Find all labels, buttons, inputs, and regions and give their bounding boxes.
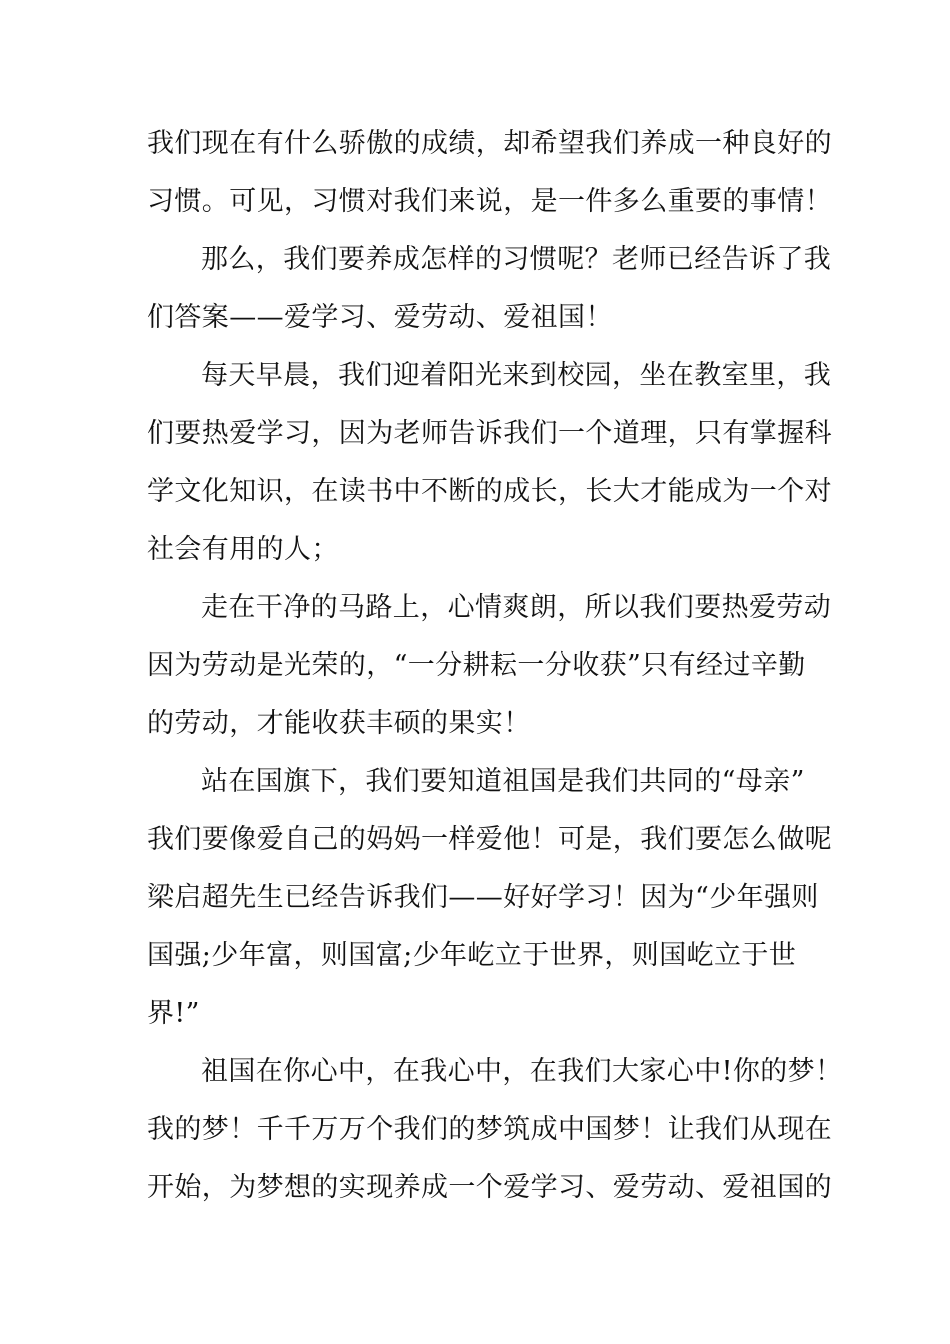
paragraph-start-line: 站在国旗下，我们要知道祖国是我们共同的“母亲”: [201, 766, 805, 797]
text-line: 社会有用的人；: [147, 534, 339, 565]
text-line: 我们要像爱自己的妈妈一样爱他！可是，我们要怎么做呢: [147, 824, 832, 855]
paragraph-start-line: 每天早晨，我们迎着阳光来到校园，坐在教室里，我: [201, 360, 832, 391]
text-line: 梁启超先生已经告诉我们——好好学习！因为“少年强则: [147, 882, 819, 913]
text-line: 国强;少年富，则国富;少年屹立于世界，则国屹立于世: [147, 940, 797, 971]
text-line: 学文化知识，在读书中不断的成长，长大才能成为一个对: [147, 476, 832, 507]
text-line: 的劳动，才能收获丰硕的果实！: [147, 708, 531, 739]
text-line: 习惯。可见，习惯对我们来说，是一件多么重要的事情！: [147, 186, 832, 217]
text-line: 开始，为梦想的实现养成一个爱学习、爱劳动、爱祖国的: [147, 1172, 832, 1203]
document-body: [147, 115, 843, 1217]
paragraph-start-line: 那么，我们要养成怎样的习惯呢？老师已经告诉了我: [201, 244, 832, 275]
text-line: 我的梦！千千万万个我们的梦筑成中国梦！让我们从现在: [147, 1114, 832, 1145]
text-line: 因为劳动是光荣的，“一分耕耘一分收获”只有经过辛勤: [147, 650, 806, 681]
text-line: 我们现在有什么骄傲的成绩，却希望我们养成一种良好的: [147, 128, 832, 159]
text-line: 界!”: [147, 998, 200, 1029]
text-line: 们答案——爱学习、爱劳动、爱祖国！: [147, 302, 613, 333]
paragraph-start-line: 祖国在你心中，在我心中，在我们大家心中!你的梦！: [201, 1056, 843, 1087]
paragraph-start-line: 走在干净的马路上，心情爽朗，所以我们要热爱劳动: [201, 592, 832, 623]
text-line: 们要热爱学习，因为老师告诉我们一个道理，只有掌握科: [147, 418, 832, 449]
